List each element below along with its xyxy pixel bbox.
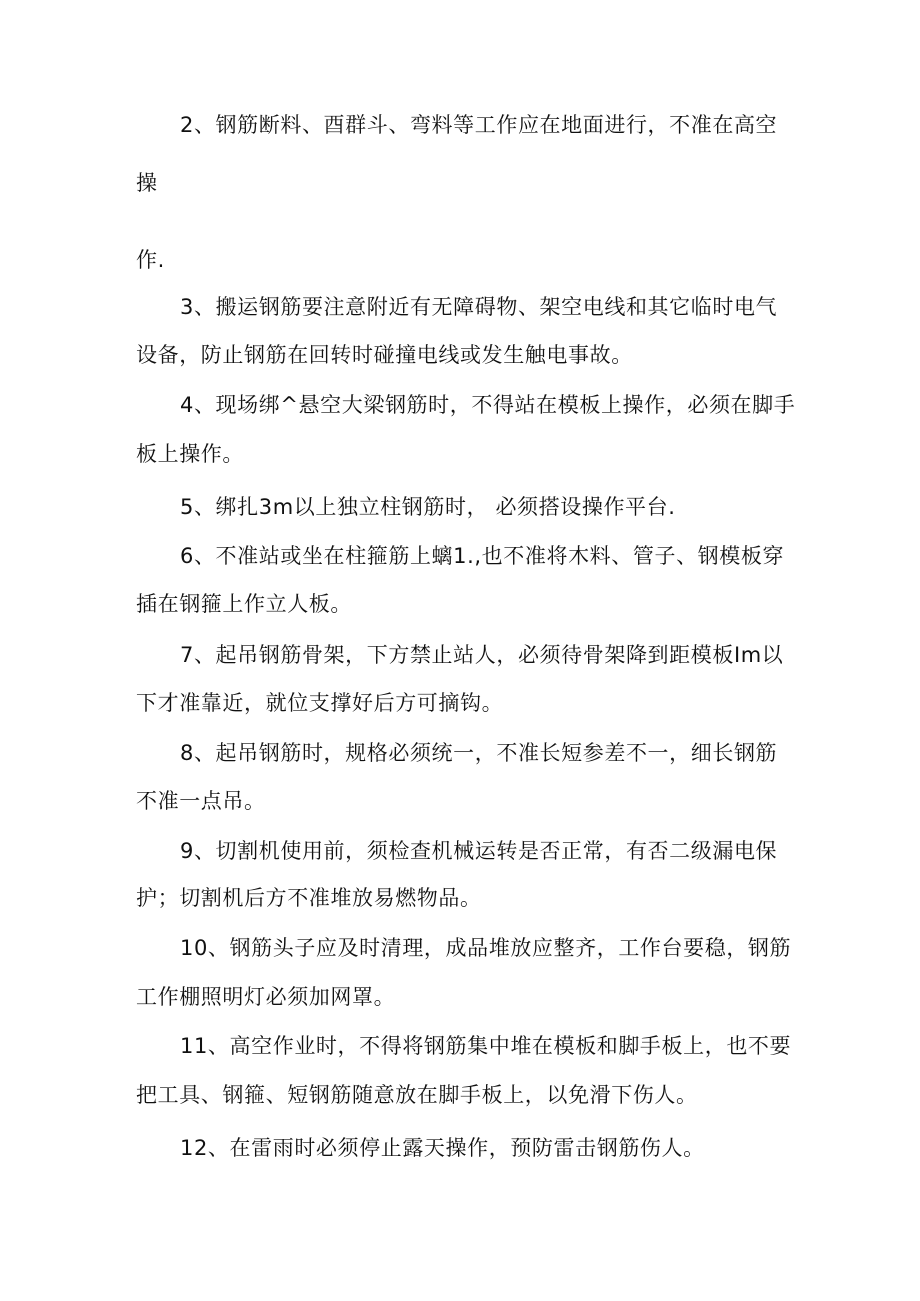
item-2-line-3: 作. [136,248,165,272]
item-2-line-2: 操 [136,171,158,195]
item-10-line-1: 10、钢筋头子应及时清理，成品堆放应整齐，工作台要稳，钢筋 [180,936,792,960]
item-9-line-2: 护；切割机后方不准堆放易燃物品。 [136,886,482,910]
item-6-line-2: 插在钢箍上作立人板。 [136,592,352,616]
item-2-line-1: 2、钢筋断料、酉群斗、弯料等工作应在地面进行，不准在高空 [180,113,778,137]
item-11-line-2: 把工具、钢箍、短钢筋随意放在脚手板上，以免滑下伤人。 [136,1083,698,1107]
item-7-line-1: 7、起吊钢筋骨架，下方禁止站人，必须待骨架降到距模板Im以 [180,643,784,667]
item-10-line-2: 工作棚照明灯必须加网罩。 [136,985,396,1009]
item-4-line-1: 4、现场绑^悬空大梁钢筋时，不得站在模板上操作，必须在脚手 [180,393,796,417]
item-8-line-2: 不准一点吊。 [136,789,266,813]
item-4-line-2: 板上操作。 [136,442,244,466]
item-11-line-1: 11、高空作业时，不得将钢筋集中堆在模板和脚手板上，也不要 [180,1034,792,1058]
item-6-line-1: 6、不准站或坐在柱箍筋上螭1.,也不准将木料、管子、钢模板穿 [180,544,785,568]
item-3-line-1: 3、搬运钢筋要注意附近有无障碍物、架空电线和其它临时电气 [180,295,778,319]
item-7-line-2: 下才准靠近，就位支撑好后方可摘钩。 [136,691,504,715]
item-3-line-2: 设备，防止钢筋在回转时碰撞电线或发生触电事故。 [136,343,633,367]
item-8-line-1: 8、起吊钢筋时，规格必须统一，不准长短参差不一，细长钢筋 [180,741,778,765]
item-9-line-1: 9、切割机使用前，须检查机械运转是否正常，有否二级漏电保 [180,839,778,863]
item-12-line-1: 12、在雷雨时必须停止露天操作，预防雷击钢筋伤人。 [180,1136,705,1160]
item-5-line-1: 5、绑扎3m以上独立柱钢筋时， 必须搭设操作平台. [180,495,676,519]
